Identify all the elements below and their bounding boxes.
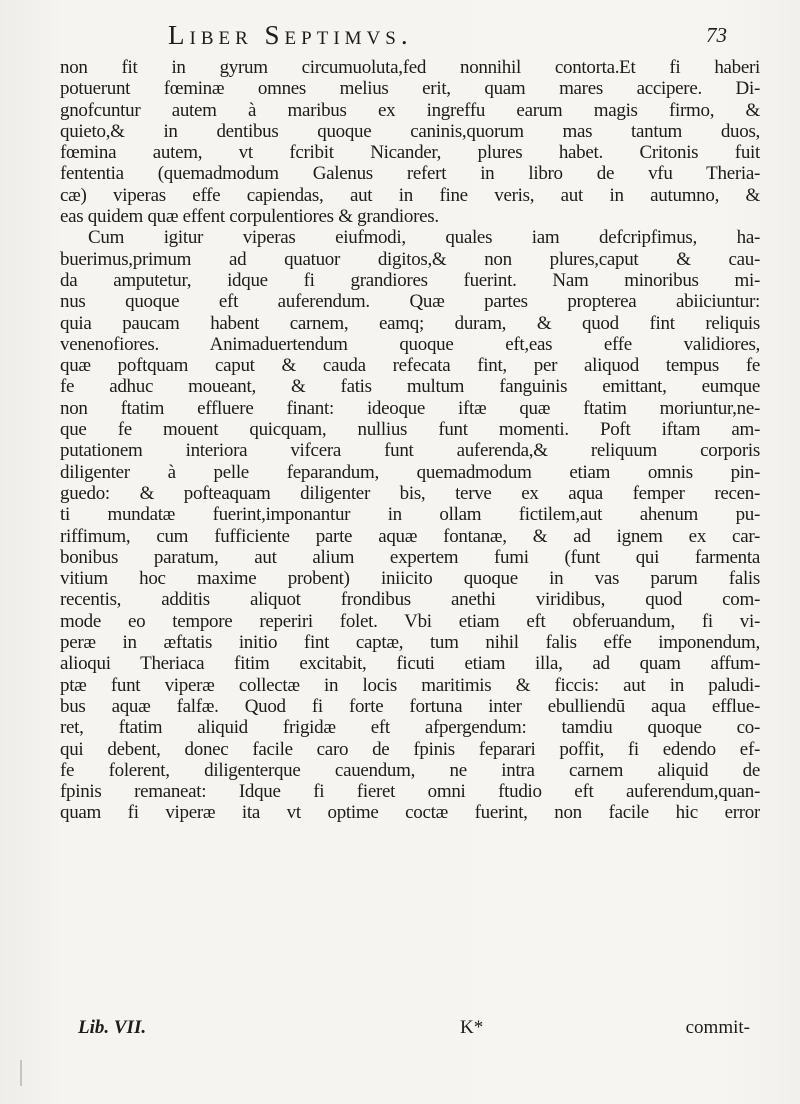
text-line: qui debent, donec facile caro de fpinis feparari poffit, fi edendo ef- <box>60 738 760 760</box>
text-line: cæ) viperas effe capiendas, aut in fine veris, aut in autumno, & <box>60 184 760 206</box>
signature-label: Lib. VII. <box>78 1017 147 1038</box>
text-line: buerimus,primum ad quatuor digitos,& non plures,caput & cau- <box>60 248 760 270</box>
text-line: peræ in æftatis initio fint captæ, tum nihil falis effe imponendum, <box>60 632 760 654</box>
text-line: non fit in gyrum circumuoluta,fed nonnihil contorta.Et fi haberi <box>60 57 760 78</box>
text-line: vitium hoc maxime probent) iniicito quoque in vas parum falis <box>60 568 760 590</box>
text-line: quieto,& in dentibus quoque caninis,quorum mas tantum duos, <box>60 120 760 142</box>
text-line: ret, ftatim aliquid frigidæ eft afpergendum: tamdiu quoque co- <box>60 717 760 739</box>
page-footer <box>60 1017 760 1041</box>
text-line: quæ poftquam caput & cauda refecata fint, per aliquod tempus fe <box>60 355 760 377</box>
text-line: potuerunt fœminæ omnes melius erit, quam mares accipere. Di- <box>60 78 760 100</box>
text-line: mode eo tempore reperiri folet. Vbi etiam eft obferuandum, fi vi- <box>60 610 760 632</box>
text-line: fententia (quemadmodum Galenus refert in libro de vfu Theria- <box>60 163 760 185</box>
page-number: 73 <box>706 23 727 47</box>
text-line: fpinis remaneat: Idque fi fieret omni ftudio eft auferendum,quan- <box>60 781 760 803</box>
text-line: fe folerent, diligenterque cauendum, ne intra carnem aliquid de <box>60 759 760 781</box>
text-line: eas quidem quæ effent corpulentiores & grandiores. <box>60 206 439 228</box>
text-line: Cum igitur viperas eiufmodi, quales iam defcripfimus, ha- <box>88 227 760 249</box>
text-line: recentis, additis aliquot frondibus anethi viridibus, quod com- <box>60 589 760 611</box>
text-line: guedo: & pofteaquam diligenter bis, terve ex aqua femper recen- <box>60 482 760 504</box>
text-line: fœmina autem, vt fcribit Nicander, plures habet. Critonis fuit <box>60 142 760 164</box>
text-line: da amputetur, idque fi grandiores fuerint. Nam minoribus mi- <box>60 269 760 291</box>
text-line: que fe mouent quicquam, nullius funt momenti. Poft iftam am- <box>60 419 760 441</box>
text-line: nus quoque eft auferendum. Quæ partes propterea abiiciuntur: <box>60 291 760 313</box>
text-line: quam fi viperæ ita vt optime coctæ fuerint, non facile hic error <box>60 802 760 824</box>
running-title: Liber Septimvs. <box>168 20 413 50</box>
body-text <box>60 57 760 824</box>
catchword: commit- <box>685 1017 750 1038</box>
signature-mark: K* <box>460 1017 484 1038</box>
text-line: ti mundatæ fuerint,imponantur in ollam fictilem,aut ahenum pu- <box>60 504 760 526</box>
text-line: quia paucam habent carnem, eamq; duram, & quod fint reliquis <box>60 312 760 334</box>
page-header <box>0 20 800 60</box>
text-line: venenofiores. Animaduertendum quoque eft,eas effe validiores, <box>60 333 760 355</box>
text-line: bus aquæ falfæ. Quod fi forte fortuna inter ebulliendū aqua efflue- <box>60 695 760 717</box>
text-line: alioqui Theriaca fitim excitabit, ficuti etiam illa, ad quam affum- <box>60 653 760 675</box>
text-line: fe adhuc moueant, & fatis multum fanguinis emittant, eumque <box>60 376 760 398</box>
text-line: riffimum, cum fufficiente parte aquæ fontanæ, & ad ignem ex car- <box>60 525 760 547</box>
paper-mark <box>20 1060 32 1086</box>
text-line: diligenter à pelle feparandum, quemadmodum etiam omnis pin- <box>60 461 760 483</box>
text-line: ptæ funt viperæ collectæ in locis maritimis & ficcis: aut in paludi- <box>60 674 760 696</box>
text-line: bonibus paratum, aut alium expertem fumi (funt qui farmenta <box>60 546 760 568</box>
text-line: gnofcuntur autem à maribus ex ingreffu earum magis firmo, & <box>60 99 760 121</box>
text-line: non ftatim effluere finant: ideoque iftæ quæ ftatim moriuntur,ne- <box>60 397 760 419</box>
text-line: putationem interiora vifcera funt auferenda,& reliquum corporis <box>60 440 760 462</box>
